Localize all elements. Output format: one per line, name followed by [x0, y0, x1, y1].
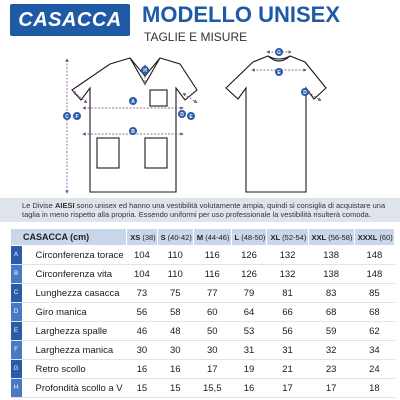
label-e: E: [189, 114, 193, 120]
header-label: CASACCA (cm): [11, 229, 127, 246]
cell: 21: [267, 360, 308, 379]
note-prefix: Le Divise: [22, 201, 55, 210]
size-table: [10, 228, 395, 398]
cell: 30: [127, 341, 157, 360]
cell: 24: [354, 360, 394, 379]
cell: 81: [267, 284, 308, 303]
cell: 18: [354, 379, 394, 398]
cell: 110: [157, 246, 193, 265]
cell: 68: [354, 303, 394, 322]
row-letter: B: [11, 265, 22, 283]
back-shirt: [226, 56, 326, 192]
cell: 30: [193, 341, 231, 360]
page-title: MODELLO UNISEX: [142, 2, 341, 27]
row-label: Giro manica: [23, 303, 127, 322]
cell: 148: [354, 246, 394, 265]
row-label: Lunghezza casacca: [23, 284, 127, 303]
cell: 138: [308, 265, 354, 284]
row-label: Profondità scollo a V: [23, 379, 127, 398]
size-m: M (44-46): [193, 229, 231, 246]
cell: 116: [193, 246, 231, 265]
cell: 17: [267, 379, 308, 398]
cell: 16: [127, 360, 157, 379]
cell: 15: [157, 379, 193, 398]
row-letter: E: [11, 322, 22, 340]
table-row: [11, 379, 395, 398]
label-d: D: [180, 112, 184, 118]
table-row: [11, 246, 395, 265]
cell: 56: [267, 322, 308, 341]
cell: 75: [157, 284, 193, 303]
cell: 17: [193, 360, 231, 379]
cell: 30: [157, 341, 193, 360]
row-label: Larghezza manica: [23, 341, 127, 360]
size-xl: XL (52-54): [267, 229, 308, 246]
size-l: L (48-50): [231, 229, 267, 246]
label-e-back: E: [277, 70, 281, 76]
label-d-back: D: [303, 90, 307, 96]
cell: 23: [308, 360, 354, 379]
shirt-diagrams: [0, 44, 400, 200]
cell: 32: [308, 341, 354, 360]
row-label: Circonferenza torace: [23, 246, 127, 265]
cell: 73: [127, 284, 157, 303]
cell: 16: [231, 379, 267, 398]
size-s: S (40-42): [157, 229, 193, 246]
cell: 83: [308, 284, 354, 303]
table-row: [11, 303, 395, 322]
cell: 46: [127, 322, 157, 341]
cell: 77: [193, 284, 231, 303]
label-g: G: [277, 50, 281, 56]
table-row: [11, 284, 395, 303]
cell: 34: [354, 341, 394, 360]
cell: 50: [193, 322, 231, 341]
cell: 68: [308, 303, 354, 322]
label-c: C: [65, 114, 69, 120]
cell: 31: [231, 341, 267, 360]
cell: 126: [231, 265, 267, 284]
cell: 53: [231, 322, 267, 341]
cell: 132: [267, 265, 308, 284]
cell: 110: [157, 265, 193, 284]
front-shirt: [72, 58, 197, 192]
row-letter: G: [11, 360, 22, 378]
cell: 64: [231, 303, 267, 322]
row-letter: D: [11, 303, 22, 321]
cell: 59: [308, 322, 354, 341]
cell: 104: [127, 265, 157, 284]
label-b: B: [131, 129, 135, 135]
cell: 126: [231, 246, 267, 265]
fit-note: [0, 198, 400, 222]
cell: 66: [267, 303, 308, 322]
note-text: sono unisex ed hanno una vestibilità volutamente ampia, quindi si consiglia di acquistare una taglia in meno rispetto alla propria. Essendo uniformi per uso professionale la vestibilità risulterà comoda.: [22, 201, 386, 219]
row-letter: C: [11, 284, 22, 302]
table-row: [11, 341, 395, 360]
row-label: Circonferenza vita: [23, 265, 127, 284]
cell: 148: [354, 265, 394, 284]
size-xxl: XXL (56-58): [308, 229, 354, 246]
cell: 116: [193, 265, 231, 284]
cell: 62: [354, 322, 394, 341]
row-letter: F: [11, 341, 22, 359]
page-subtitle: TAGLIE E MISURE: [144, 30, 248, 44]
cell: 15,5: [193, 379, 231, 398]
cell: 31: [267, 341, 308, 360]
size-xxxl: XXXL (60): [354, 229, 394, 246]
cell: 16: [157, 360, 193, 379]
table-row: [11, 265, 395, 284]
row-letter: A: [11, 246, 22, 264]
size-table-header: [11, 229, 395, 246]
table-row: [11, 360, 395, 379]
row-label: Retro scollo: [23, 360, 127, 379]
cell: 138: [308, 246, 354, 265]
row-label: Larghezza spalle: [23, 322, 127, 341]
cell: 85: [354, 284, 394, 303]
cell: 56: [127, 303, 157, 322]
cell: 48: [157, 322, 193, 341]
table-row: [11, 322, 395, 341]
header-tag: [10, 4, 130, 36]
note-brand: AIESI: [54, 201, 75, 210]
cell: 104: [127, 246, 157, 265]
cell: 79: [231, 284, 267, 303]
size-xs: XS (38): [127, 229, 157, 246]
cell: 17: [308, 379, 354, 398]
cell: 60: [193, 303, 231, 322]
label-h: H: [143, 68, 147, 74]
cell: 15: [127, 379, 157, 398]
label-a: A: [131, 99, 135, 105]
label-f: F: [75, 114, 79, 120]
row-letter: H: [11, 379, 22, 397]
cell: 58: [157, 303, 193, 322]
cell: 132: [267, 246, 308, 265]
cell: 19: [231, 360, 267, 379]
header-tag-text: CASACCA: [18, 8, 122, 31]
